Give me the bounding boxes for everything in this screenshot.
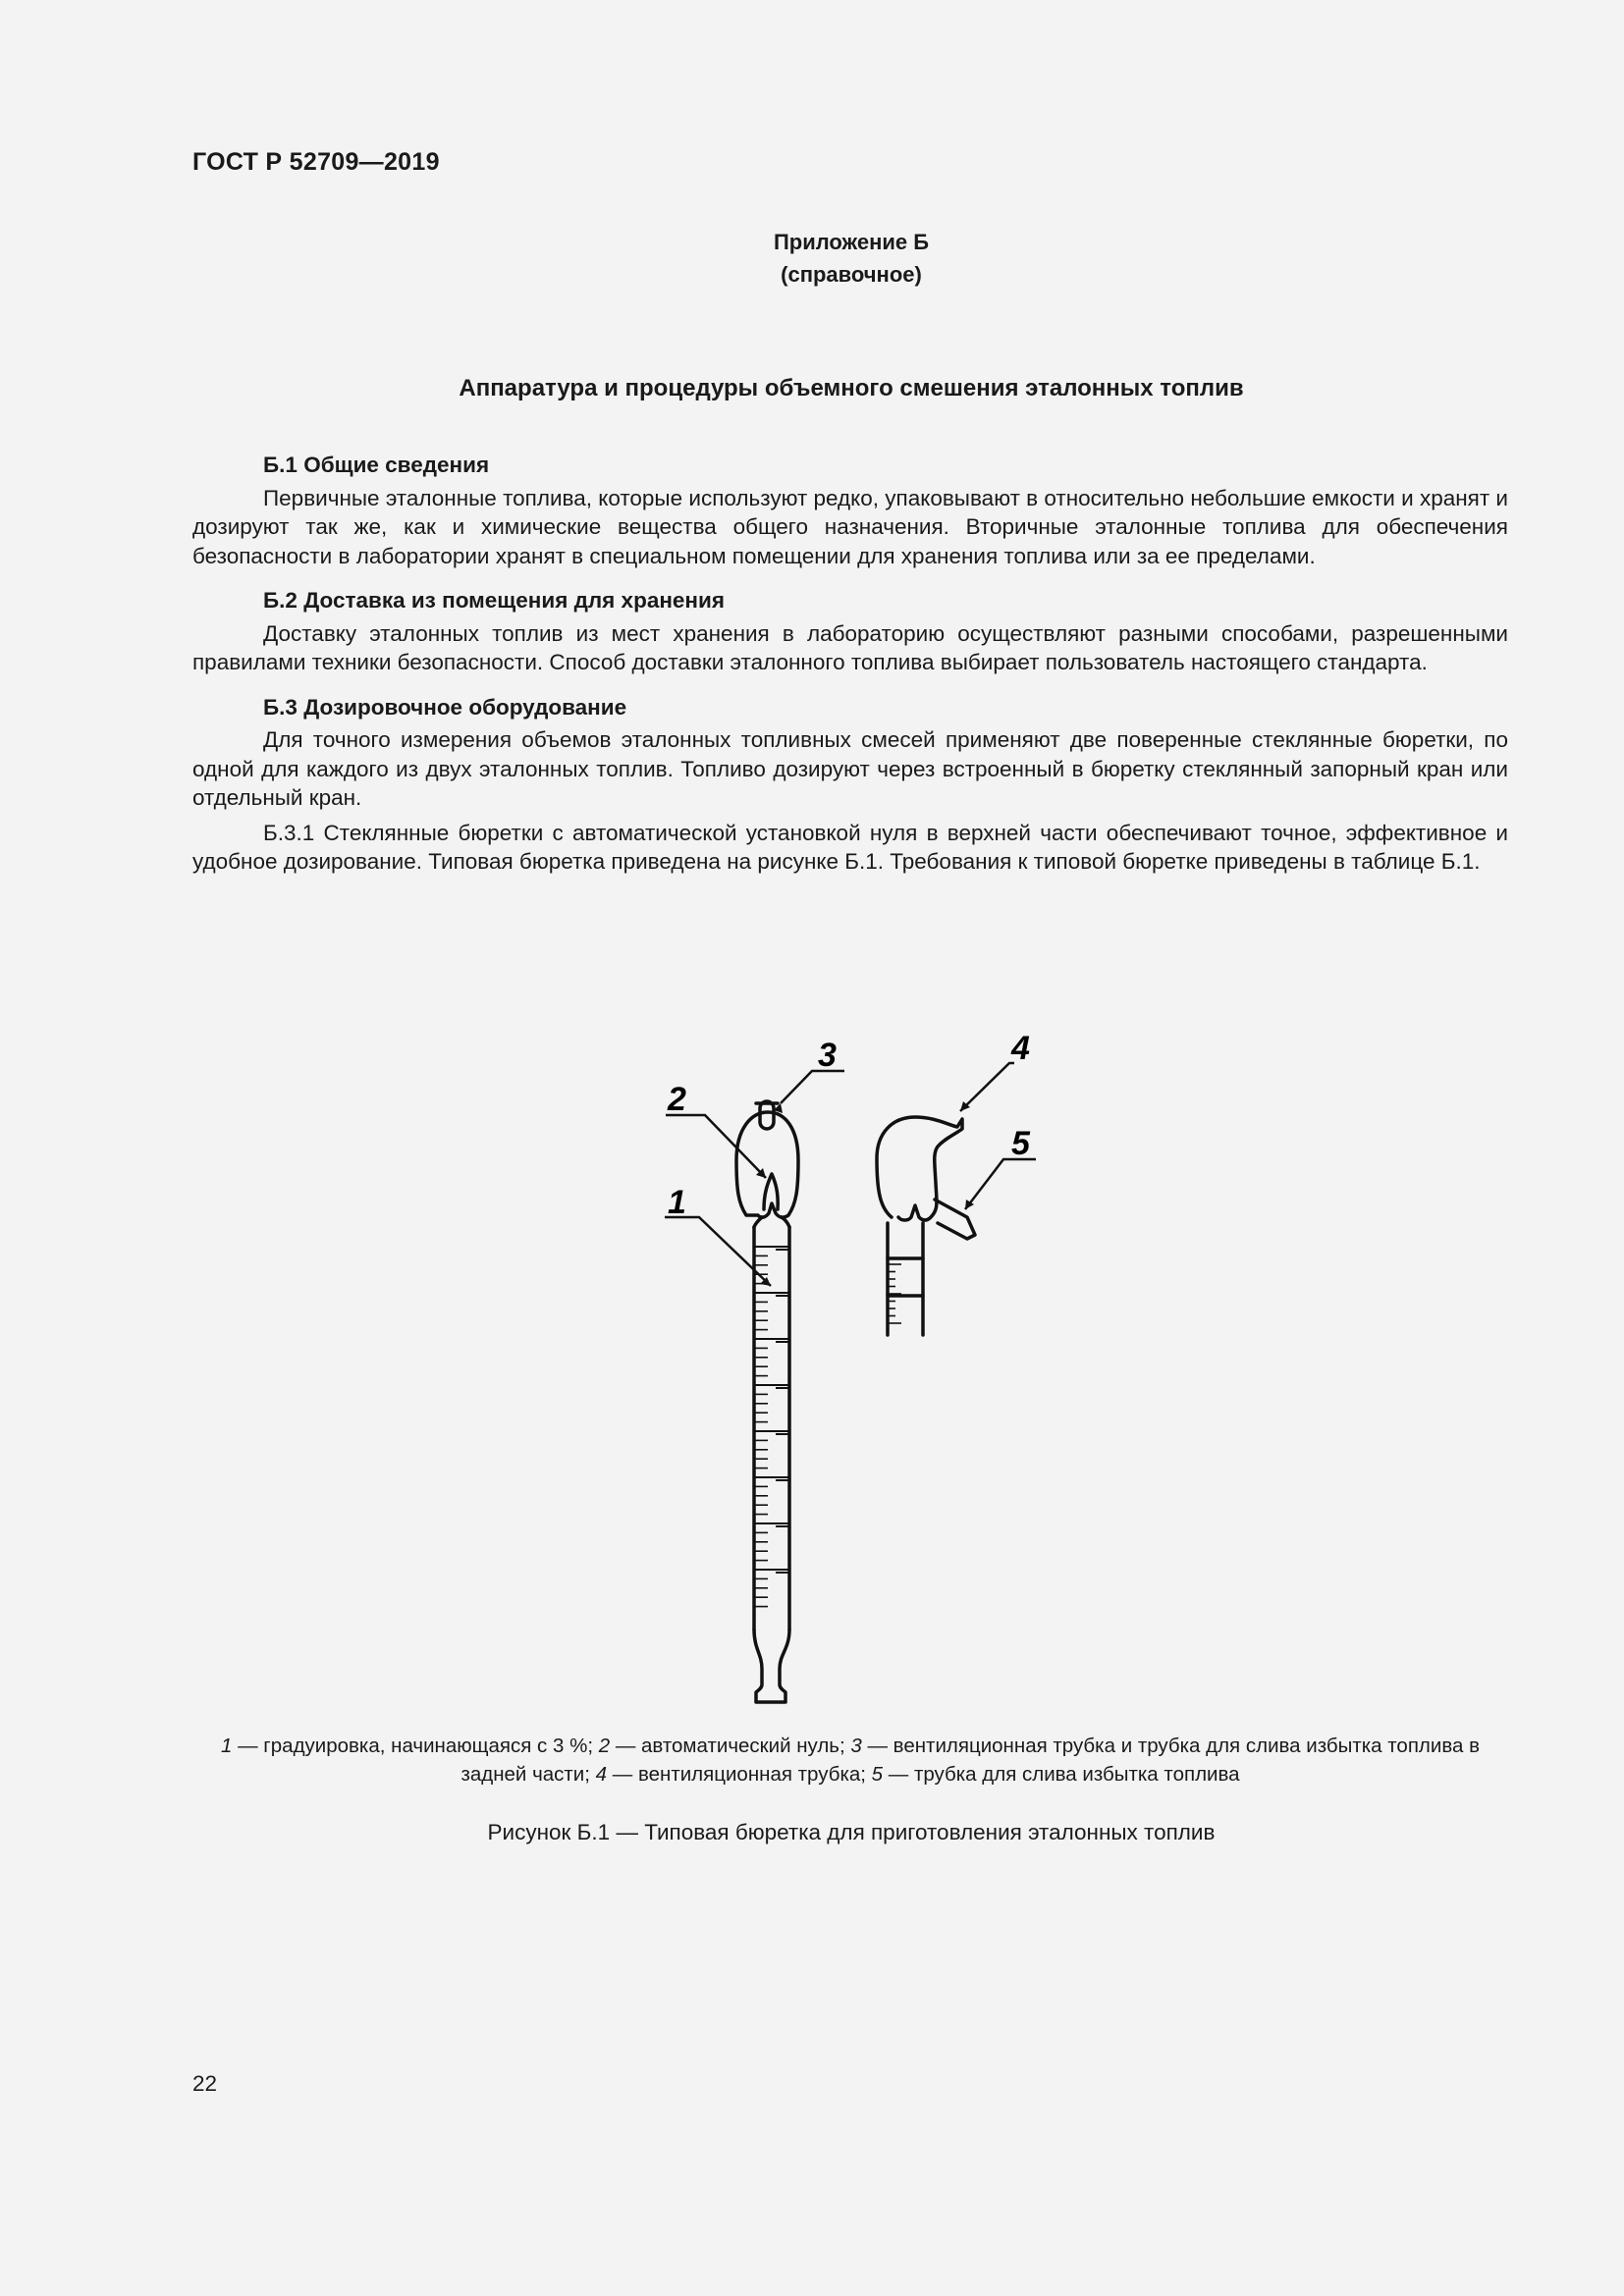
burette-tube <box>754 1217 789 1227</box>
detail-scale <box>888 1264 901 1323</box>
body-text <box>192 451 1508 877</box>
appendix-title: Приложение Б <box>773 230 930 254</box>
section-heading: Б.1 Общие сведения <box>263 453 490 477</box>
legend-num: 4 <box>595 1763 608 1786</box>
callout-3: 3 <box>818 1037 837 1074</box>
legend-num: 2 <box>598 1735 611 1757</box>
callout-5: 5 <box>1011 1125 1030 1162</box>
legend-text: — автоматический нуль; <box>610 1735 851 1757</box>
paragraph: Доставку эталонных топлив из мест хранения в лабораторию осуществляют разными способами, разрешенными правилами техники безопасности. Способ доставки эталонного топлива выбирает пользователь настоящего стандарта. <box>192 620 1508 674</box>
page-number: 22 <box>192 2071 218 2096</box>
paragraph: Б.3.1 Стеклянные бюретки с автоматической установкой нуля в верхней части обеспечивают точное, эффективное и удобное дозирование. Типовая бюретка приведена на рисунке Б.1. Требования к типовой бюретке приведены в таблице Б.1. <box>192 820 1508 874</box>
legend-num: 5 <box>871 1763 884 1786</box>
legend-text: — трубка для слива избытка топлива <box>883 1763 1240 1786</box>
figure-legend <box>192 1732 1508 1789</box>
legend-num: 1 <box>221 1735 233 1757</box>
detail-bulb <box>877 1117 962 1220</box>
appendix-heading <box>0 226 1624 291</box>
callout-4: 4 <box>1011 1030 1030 1067</box>
legend-text: — вентиляционная трубка; <box>607 1763 872 1786</box>
callout-1: 1 <box>668 1184 686 1221</box>
legend-text: — градуировка, начинающаяся с 3 %; <box>232 1735 599 1757</box>
main-title: Аппаратура и процедуры объемного смешения эталонных топлив <box>459 375 1244 401</box>
callout-2: 2 <box>668 1081 686 1118</box>
section-heading: Б.2 Доставка из помещения для хранения <box>263 588 725 613</box>
burette-figure <box>648 1011 1060 1718</box>
legend-num: 3 <box>850 1735 862 1757</box>
figure-caption: Рисунок Б.1 — Типовая бюретка для приготовления эталонных топлив <box>487 1820 1216 1844</box>
paragraph: Первичные эталонные топлива, которые используют редко, упаковывают в относительно небольшие емкости и хранят и дозируют так же, как и химические вещества общего назначения. Вторичные эталонные топлива для обеспечения безопасности в лаборатории хранят в специальном помещении для хранения топлива или за ее пределами. <box>192 485 1508 568</box>
graduation-scale <box>754 1247 789 1607</box>
section-heading: Б.3 Дозировочное оборудование <box>263 694 627 720</box>
vent-tube-top <box>760 1101 774 1129</box>
burette-tip <box>754 1629 789 1702</box>
legend-text: — вентиляционная трубка и трубка для слива избытка топлива в задней части; <box>460 1735 1480 1786</box>
paragraph: Для точного измерения объемов эталонных топливных смесей применяют две поверенные стеклянные бюретки, по одной для каждого из двух эталонных топлив. Топливо дозируют через встроенный в бюретку стеклянный запорный кран или отдельный кран. <box>192 727 1508 810</box>
document-code: ГОСТ Р 52709—2019 <box>192 148 440 176</box>
appendix-type: (справочное) <box>781 262 922 287</box>
